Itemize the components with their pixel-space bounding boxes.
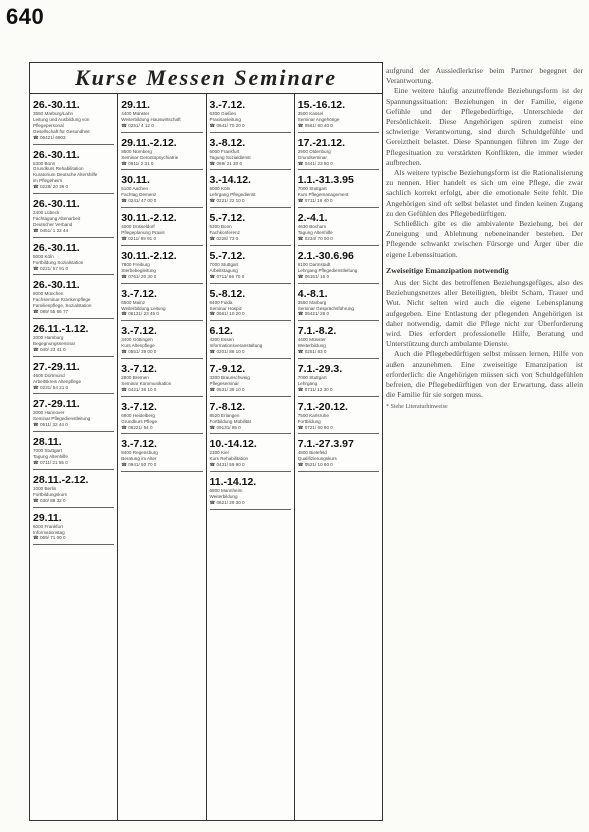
event-details: 4800 Bielefeld Qualifizierungskurs ☎ 0521/ 10 60 0 [297,450,337,468]
event-details: 2800 Bremen Seminar Kommunikation ☎ 0421/ 36 10 0 [121,375,172,392]
event-details: 6100 Darmstadt Lehrgang Pflegedienstleitung ☎ 06151/ 16 0 [297,261,358,279]
event-entry [210,361,291,397]
event-date: 11.-14.12. [209,476,257,489]
event-entry [298,286,379,322]
event-details: 4400 Münster Weiterbildung ☎ 0251/ 83 0 [297,337,327,355]
event-date: 17.-21.12. [297,136,346,149]
event-entry [121,399,202,435]
event-entry [33,472,114,508]
event-details: 3000 Hannover Seminar Pflegedienstleitung ☎ 0511/ 32 44 0 [33,410,91,428]
event-date: 7.1.-8.2. [297,325,337,338]
event-column [117,94,205,820]
event-entry [298,323,379,359]
event-entry [121,286,202,322]
event-entry [121,135,202,171]
event-entry [298,248,379,284]
event-details: 8400 Regensburg Beratung im Alter ☎ 0941/ 50 70 0 [121,450,158,468]
event-details: 6800 Mannheim Weiterbildung ☎ 0621/ 29 30 0 [209,488,245,505]
event-entry [210,474,291,510]
banner-title: Kurse Messen Seminare [30,63,382,94]
event-entry [210,172,291,208]
event-date: 26.-30.11. [33,99,80,111]
event-date: 5.-7.12. [209,249,246,262]
event-date: 29.11. [33,511,62,524]
event-details: 6500 Mainz Weiterbildung Leitung ☎ 06131/ 23 45 0 [121,299,166,317]
event-details: 4400 Münster Weiterbildung Hauswirtschaft ☎ 0251/ 4 12 0 [121,111,181,128]
event-entry [210,97,291,133]
event-date: 29.11.-2.12. [121,136,177,149]
event-date: 3.-14.12. [209,174,251,187]
event-date: 4.-8.1. [297,287,328,300]
event-date: 26.11.-1.12. [33,323,89,336]
event-listing-panel [29,62,383,821]
event-date: 3.-7.12. [121,363,157,376]
event-entry [33,277,114,319]
event-date: 29.11. [121,99,150,111]
event-date: 30.11.-2.12. [121,249,177,262]
article-paragraph: Als weitere typische Beziehungsform ist die Rationalisierung zu nennen. Hier handelt es sich um eine Pflege, die zwar sachlich korrekt erfolgt, aber die emotionale Seite fehlt. Die Angehörigen sind oft selbst belastet und finden keinen Zugang zu den Gefühlen des Pflegebedürftigen. [386,168,583,218]
event-entry [33,510,114,546]
event-date: 26.-30.11. [33,241,80,254]
event-entry [210,248,291,284]
event-entry [298,436,379,472]
event-entry [210,323,291,359]
article-subheading: Zweiseitige Emanzipation notwendig [386,265,509,275]
event-entry [121,436,202,472]
event-column [294,94,382,820]
event-details: 7000 Stuttgart Arbeitstagung ☎ 0711/ 66 70 0 [209,261,245,279]
event-details: 3300 Braunschweig Pflegeseminar ☎ 0531/ 39 10 0 [209,375,250,392]
event-column [206,94,294,820]
event-date: 3.-7.12. [121,287,157,300]
event-column [30,94,117,820]
event-details: 6000 Frankfurt Tagung Sozialdienst ☎ 069/ 21 20 0 [209,148,251,166]
event-details: 8520 Erlangen Fortbildung Mobilität ☎ 09131/ 85 0 [209,412,251,430]
event-date: 7.-9.12. [209,363,246,376]
event-details: 6400 Fulda Seminar Hospiz ☎ 0661/ 10 20 0 [209,299,245,317]
event-entry [33,196,114,238]
event-details: 3550 Marburg Seminar Gesprächsführung ☎ 06421/ 28 0 [297,299,354,317]
event-details: 2900 Oldenburg Grundseminar ☎ 0441/ 23 50 0 [297,148,333,166]
event-date: 15.-16.12. [297,99,346,111]
event-date: 26.-30.11. [33,198,80,211]
event-details: 7000 Stuttgart Tagung Altenhilfe ☎ 0711/ 21 55 0 [33,448,68,465]
event-date: 27.-29.11. [33,360,80,373]
event-details: 6900 Heidelberg Grundkurs Pflege ☎ 06221/ 54 0 [121,412,157,430]
event-entry [33,147,114,195]
event-details: 5300 Bonn Fachkonferenz ☎ 0228/ 73 0 [209,224,240,241]
article-paragraph: Schließlich gibt es die ambivalente Beziehung, bei der Zuneigung und Ablehnung nebeneinander bestehen. Der Pflegende schwankt zwischen Fürsorge und Ärger über die eigene Lebenssituation. [386,219,583,259]
event-details: 8000 München Fachseminar Krankenpflege Familienpflege, Sozialstation ☎ 089/ 55 66 77 [33,291,92,315]
event-entry [210,436,291,472]
event-date: 10.-14.12. [209,438,257,451]
event-entry [298,399,379,435]
page-number: 640 [6,4,45,29]
event-entry [121,361,202,397]
event-details: 3500 Kassel Seminar Angehörige ☎ 0561/ 80 40 0 [297,111,340,128]
event-entry [121,97,202,133]
article-paragraph: Eine weitere häufig anzutreffende Beziehungsform ist der Spannungssituation: Beziehungen in der Familie, eigene Gefühle und der Pflegebedürftige, Unterschiede der Persönlichkeit. Diese Angehörigen spüren zumeist eine schwierige Verantwortung, sind durch Schuldgefühle und Gereiztheit belastet. Diese Spannungen führen im Zuge der Pflegesituation zu verstärkten Konflikten, die immer wieder aufbrechen. [386,86,583,167]
article-text [386,66,583,411]
event-entry [33,396,114,432]
event-details: 6300 Gießen Praxisanleitung ☎ 0641/ 70 20 0 [209,111,245,128]
event-entry [33,97,114,145]
event-entry [121,323,202,359]
event-details: 7000 Stuttgart Kurs Pflegemanagement ☎ 0711/ 16 40 0 [297,186,349,204]
event-date: 30.11.-2.12. [121,212,177,225]
event-details: 2000 Hamburg Begegnungsseminar ☎ 040/ 23 41 0 [33,335,76,352]
event-entry [210,399,291,435]
event-details: 5000 Köln Fortbildung Sozialstation ☎ 0221/ 57 91 0 [33,253,84,271]
event-details: 4000 Düsseldorf Pflegeplanung Praxis ☎ 0211/ 89 91 0 [121,224,165,241]
event-date: 5.-7.12. [209,212,246,225]
event-date: 1.1.-31.3.95 [297,174,354,187]
event-details: 3400 Göttingen Kurs Altenpflege ☎ 0551/ 39 00 0 [121,337,157,355]
event-entry [121,210,202,246]
event-entry [298,135,379,171]
article-paragraph: Aus der Sicht des betroffenen Beziehungsgefüges, also des Beziehungsnetzes aller Beteiligten, bleibt Scham, Trauer und Wut. Nicht selten wird auch die eigene Lebensplanung aufgegeben. Eine Entlastung der pflegenden Angehörigen ist daher notwendig, damit die Pflege nicht zur Überforderung wird. Dies erfordert professionelle Hilfe, Beratung und Unterstützung durch ambulante Dienste. [386,278,583,349]
event-entry [33,240,114,276]
event-date: 2.-4.1. [297,212,328,225]
event-date: 3.-8.12. [209,136,246,149]
event-details: 7000 Stuttgart Lehrgang ☎ 0711/ 12 30 0 [297,375,333,392]
event-date: 26.-30.11. [33,148,80,161]
event-date: 6.12. [209,325,233,338]
event-details: 8500 Nürnberg Seminar Gerontopsychiatrie ☎ 0911/ 2 31 0 [121,148,179,166]
event-entry [33,359,114,395]
event-entry [210,135,291,171]
event-details: 5000 Köln Lehrgang Pflegedienst ☎ 0221/ 22 10 0 [209,186,256,204]
event-date: 7.1.-27.3.97 [297,438,354,451]
event-date: 30.11. [121,174,150,187]
article-paragraph: Auch die Pflegebedürftigen selbst müssen lernen, Hilfe von außen anzunehmen. Eine zweiseitige Emanzipation ist erforderlich: die Angehörigen müssen sich von Schuldgefühlen befreien, die Pflegebedürftigen von der Erwartung, dass allein die Familie für sie sorgen muss. [386,349,583,400]
event-date: 28.11.-2.12. [33,473,89,486]
event-entry [210,210,291,246]
event-date: 2.1.-30.6.96 [297,249,354,262]
event-columns [30,94,382,820]
event-entry [121,172,202,208]
event-details: 4600 Dortmund Arbeitskreis Altenpflege ☎ 0231/ 54 21 0 [33,372,82,390]
event-date: 3.-7.12. [121,438,157,451]
event-entry [298,210,379,246]
event-date: 7.1.-29.3. [297,363,343,376]
event-details: 7800 Freiburg Sterbebegleitung ☎ 0761/ 20 30 0 [121,261,157,279]
event-date: 3.-7.12. [121,325,157,338]
article-footnote: * Siehe Literaturhinweise [386,403,448,410]
event-date: 7.1.-20.12. [297,400,348,413]
event-details: 2400 Lübeck Fachtagung Altenarbeit Deutscher Verband ☎ 0451/ 1 22 44 [33,210,81,233]
event-date: 7.-8.12. [209,400,246,413]
event-details: 1000 Berlin Fortbildungskurs ☎ 030/ 88 32 0 [33,485,67,503]
event-details: 5100 Aachen Fachtag Demenz ☎ 0241/ 47 00 0 [121,186,157,204]
event-details: 4300 Essen Informationsveranstaltung ☎ 0201/ 88 10 0 [209,337,263,355]
event-details: 7500 Karlsruhe Fortbildung ☎ 0721/ 60 80 0 [297,412,333,430]
event-date: 5.-8.12. [209,287,246,300]
article-paragraph: aufgrund der Aussiedlerkrise beim Partner begegnet der Verantwortung. [386,66,583,86]
event-entry [121,248,202,284]
event-entry [298,172,379,208]
event-date: 26.-30.11. [33,279,80,292]
event-details: 5300 Bonn Grundkurs Rehabilitation Kuratorium Deutsche Altershilfe im Pflegeheim ☎ 0228/ 20 36 0 [33,160,98,190]
event-entry [298,97,379,133]
event-entry [33,434,114,470]
event-entry [33,321,114,357]
event-date: 3.-7.12. [121,400,157,413]
event-date: 3.-7.12. [209,99,246,111]
event-date: 28.11. [33,436,62,449]
event-entry [210,286,291,322]
event-details: 2300 Kiel Kurs Rehabilitation ☎ 0431/ 59 90 0 [209,450,249,468]
event-date: 27.-29.11. [33,398,80,411]
event-details: 3550 Marburg/Lahn Leitung und Ausbildung von Pflegepersonal Gesellschaft für Gesundheit ☎ 06421/ 6903 [33,111,90,140]
event-details: 4630 Bochum Tagung Altenhilfe ☎ 0234/ 70 00 0 [297,224,333,241]
event-details: 6000 Frankfurt Informationstag ☎ 069/ 71 00 0 [33,523,66,541]
event-entry [298,361,379,397]
